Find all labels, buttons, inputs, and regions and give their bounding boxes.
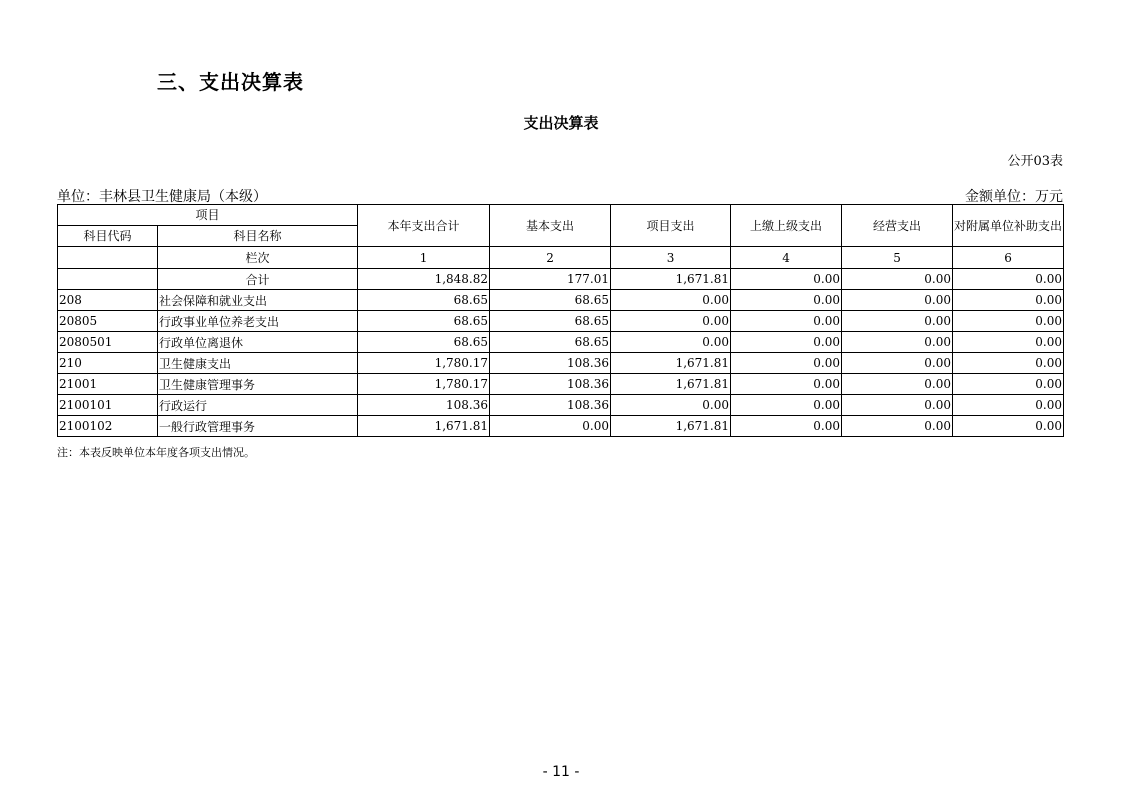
table-row bbox=[58, 269, 1064, 290]
header-col1: 1 bbox=[358, 247, 490, 269]
header-subject-name: 科目名称 bbox=[158, 226, 358, 247]
row-subsidy: 0.00 bbox=[953, 269, 1064, 290]
row-business: 0.00 bbox=[842, 353, 953, 374]
row-subsidy: 0.00 bbox=[953, 374, 1064, 395]
table-row bbox=[58, 290, 1064, 311]
row-code: 21001 bbox=[58, 374, 158, 395]
table-row bbox=[58, 332, 1064, 353]
row-total: 1,848.82 bbox=[358, 269, 490, 290]
amount-unit: 金额单位：万元 bbox=[965, 189, 1063, 205]
row-business: 0.00 bbox=[842, 395, 953, 416]
row-name: 行政单位离退休 bbox=[158, 332, 358, 353]
header-col3: 3 bbox=[611, 247, 731, 269]
reporting-unit: 单位：丰林县卫生健康局（本级） bbox=[57, 189, 267, 205]
row-business: 0.00 bbox=[842, 290, 953, 311]
row-name: 行政运行 bbox=[158, 395, 358, 416]
row-upper: 0.00 bbox=[731, 416, 842, 437]
row-total: 68.65 bbox=[358, 332, 490, 353]
table-row bbox=[58, 395, 1064, 416]
row-name: 合计 bbox=[158, 269, 358, 290]
row-business: 0.00 bbox=[842, 416, 953, 437]
row-total: 68.65 bbox=[358, 311, 490, 332]
row-subsidy: 0.00 bbox=[953, 311, 1064, 332]
header-col5: 5 bbox=[842, 247, 953, 269]
row-upper: 0.00 bbox=[731, 290, 842, 311]
row-subsidy: 0.00 bbox=[953, 416, 1064, 437]
row-code: 208 bbox=[58, 290, 158, 311]
form-code: 公开03表 bbox=[1007, 154, 1063, 169]
expenditure-table bbox=[57, 204, 1064, 437]
header-business: 经营支出 bbox=[842, 205, 953, 247]
row-upper: 0.00 bbox=[731, 269, 842, 290]
row-total: 1,780.17 bbox=[358, 374, 490, 395]
row-name: 一般行政管理事务 bbox=[158, 416, 358, 437]
row-subsidy: 0.00 bbox=[953, 332, 1064, 353]
row-subsidy: 0.00 bbox=[953, 395, 1064, 416]
row-subsidy: 0.00 bbox=[953, 353, 1064, 374]
row-total: 68.65 bbox=[358, 290, 490, 311]
row-code: 2100102 bbox=[58, 416, 158, 437]
row-business: 0.00 bbox=[842, 332, 953, 353]
table-row bbox=[58, 374, 1064, 395]
row-project: 0.00 bbox=[611, 332, 731, 353]
row-project: 1,671.81 bbox=[611, 374, 731, 395]
row-code: 2100101 bbox=[58, 395, 158, 416]
table-note: 注：本表反映单位本年度各项支出情况。 bbox=[57, 446, 255, 459]
row-basic: 68.65 bbox=[490, 290, 611, 311]
row-name: 卫生健康支出 bbox=[158, 353, 358, 374]
row-basic: 177.01 bbox=[490, 269, 611, 290]
table-row bbox=[58, 311, 1064, 332]
row-code: 2080501 bbox=[58, 332, 158, 353]
header-col6: 6 bbox=[953, 247, 1064, 269]
row-code: 20805 bbox=[58, 311, 158, 332]
header-col2: 2 bbox=[490, 247, 611, 269]
row-basic: 108.36 bbox=[490, 353, 611, 374]
header-project: 项目 bbox=[58, 205, 358, 226]
row-total: 1,671.81 bbox=[358, 416, 490, 437]
table-row bbox=[58, 353, 1064, 374]
header-upper: 上缴上级支出 bbox=[731, 205, 842, 247]
row-total: 1,780.17 bbox=[358, 353, 490, 374]
row-basic: 108.36 bbox=[490, 374, 611, 395]
row-upper: 0.00 bbox=[731, 395, 842, 416]
table-row bbox=[58, 416, 1064, 437]
row-subsidy: 0.00 bbox=[953, 290, 1064, 311]
header-col4: 4 bbox=[731, 247, 842, 269]
row-business: 0.00 bbox=[842, 311, 953, 332]
row-basic: 108.36 bbox=[490, 395, 611, 416]
row-name: 行政事业单位养老支出 bbox=[158, 311, 358, 332]
page-number: - 11 - bbox=[542, 764, 580, 780]
row-name: 卫生健康管理事务 bbox=[158, 374, 358, 395]
row-code: 210 bbox=[58, 353, 158, 374]
row-upper: 0.00 bbox=[731, 332, 842, 353]
row-project: 1,671.81 bbox=[611, 269, 731, 290]
row-basic: 0.00 bbox=[490, 416, 611, 437]
row-name: 社会保障和就业支出 bbox=[158, 290, 358, 311]
row-upper: 0.00 bbox=[731, 353, 842, 374]
row-upper: 0.00 bbox=[731, 311, 842, 332]
row-project: 1,671.81 bbox=[611, 353, 731, 374]
section-title: 三、支出决算表 bbox=[157, 70, 304, 94]
row-project: 0.00 bbox=[611, 311, 731, 332]
row-project: 0.00 bbox=[611, 395, 731, 416]
row-code bbox=[58, 269, 158, 290]
row-basic: 68.65 bbox=[490, 332, 611, 353]
row-business: 0.00 bbox=[842, 269, 953, 290]
table-title: 支出决算表 bbox=[523, 114, 599, 132]
header-subject-code: 科目代码 bbox=[58, 226, 158, 247]
row-basic: 68.65 bbox=[490, 311, 611, 332]
row-business: 0.00 bbox=[842, 374, 953, 395]
row-total: 108.36 bbox=[358, 395, 490, 416]
header-total: 本年支出合计 bbox=[358, 205, 490, 247]
header-subsidy: 对附属单位补助支出 bbox=[953, 205, 1064, 247]
header-blank bbox=[58, 247, 158, 269]
row-upper: 0.00 bbox=[731, 374, 842, 395]
row-project: 1,671.81 bbox=[611, 416, 731, 437]
header-column-order: 栏次 bbox=[158, 247, 358, 269]
header-project-expense: 项目支出 bbox=[611, 205, 731, 247]
row-project: 0.00 bbox=[611, 290, 731, 311]
header-basic: 基本支出 bbox=[490, 205, 611, 247]
